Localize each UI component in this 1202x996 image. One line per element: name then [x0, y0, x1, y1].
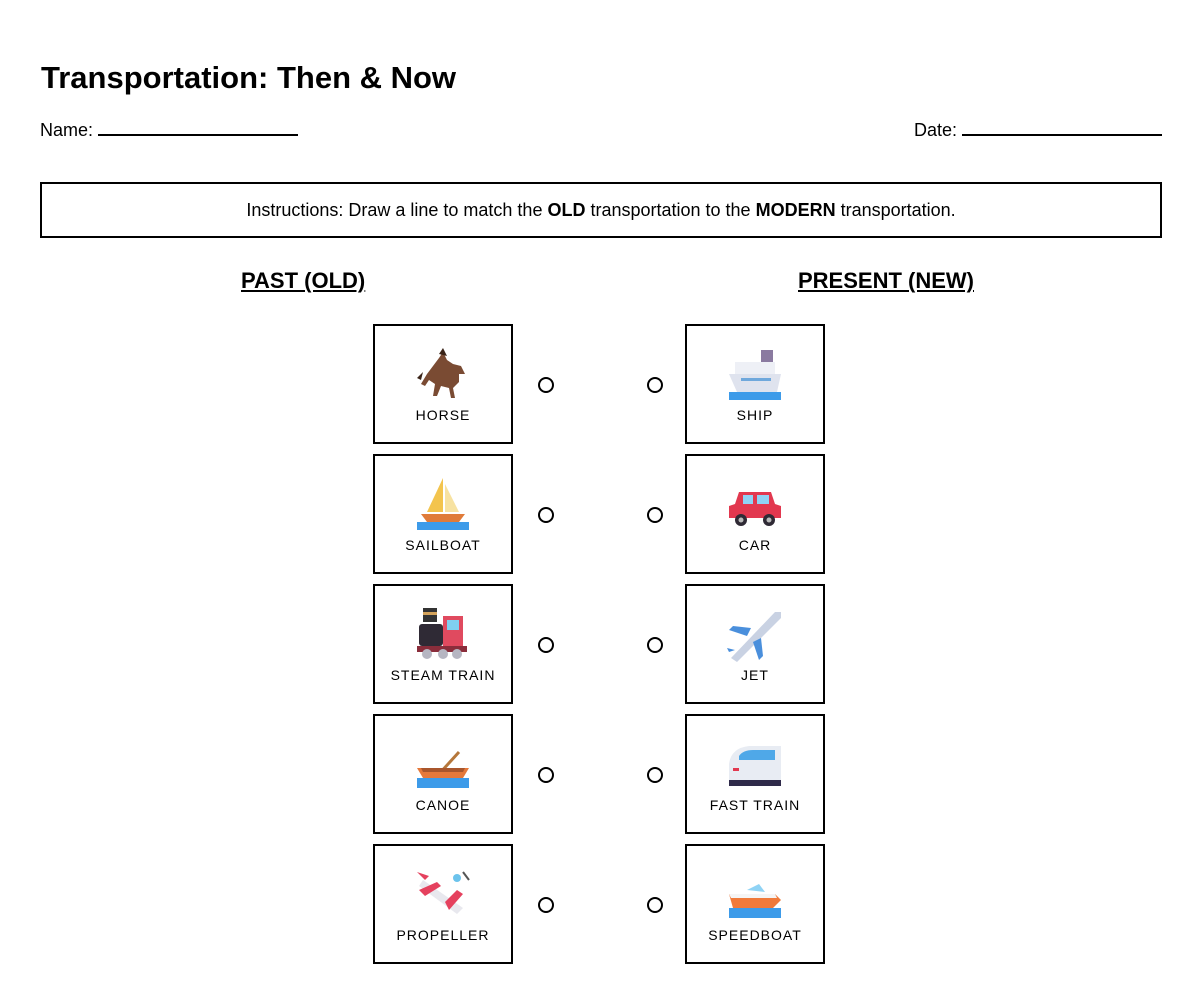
present-card-speedboat — [685, 844, 825, 964]
match-dot-present-car[interactable] — [647, 507, 663, 523]
past-card-canoe — [373, 714, 513, 834]
name-line[interactable] — [98, 120, 298, 136]
speedboat-icon — [725, 864, 785, 924]
match-dot-past-propeller[interactable] — [538, 897, 554, 913]
present-card-car — [685, 454, 825, 574]
match-dot-past-horse[interactable] — [538, 377, 554, 393]
present-label-jet: JET — [741, 667, 769, 683]
date-line[interactable] — [962, 120, 1162, 136]
present-heading: PRESENT (NEW) — [798, 268, 974, 293]
present-label-car: CAR — [738, 537, 772, 553]
fast-train-icon — [725, 734, 785, 794]
match-dot-present-speedboat[interactable] — [647, 897, 663, 913]
page-title: Transportation: Then & Now — [41, 60, 457, 95]
past-card-sailboat — [373, 454, 513, 574]
past-heading: PAST (OLD) — [241, 268, 366, 293]
instructions-box — [40, 182, 1162, 238]
past-label-horse: HORSE — [415, 407, 471, 423]
present-card-jet — [685, 584, 825, 704]
present-label-speedboat: SPEEDBOAT — [708, 927, 802, 943]
present-card-ship — [685, 324, 825, 444]
match-dot-present-jet[interactable] — [647, 637, 663, 653]
ship-icon — [725, 344, 785, 404]
past-label-sailboat: SAILBOAT — [405, 537, 481, 553]
match-dot-present-fast-train[interactable] — [647, 767, 663, 783]
match-dot-present-ship[interactable] — [647, 377, 663, 393]
past-card-propeller — [373, 844, 513, 964]
present-label-ship: SHIP — [736, 407, 774, 423]
date-field — [914, 120, 1162, 141]
past-card-horse — [373, 324, 513, 444]
name-field — [40, 120, 298, 141]
past-label-steam-train: STEAM TRAIN — [390, 667, 496, 683]
present-label-fast-train: FAST TRAIN — [709, 797, 801, 813]
jet-icon — [725, 604, 785, 664]
instructions-text: Instructions: Draw a line to match the OLD transportation to the MODERN transportation. — [246, 199, 956, 220]
canoe-icon — [413, 734, 473, 794]
horse-icon — [413, 344, 473, 404]
propeller-plane-icon — [413, 864, 473, 924]
sailboat-icon — [413, 474, 473, 534]
steam-train-icon — [413, 604, 473, 664]
date-label: Date: — [913, 120, 957, 140]
past-label-propeller: PROPELLER — [396, 927, 490, 943]
past-card-steam-train — [373, 584, 513, 704]
match-dot-past-sailboat[interactable] — [538, 507, 554, 523]
car-icon — [725, 474, 785, 534]
past-label-canoe: CANOE — [415, 797, 471, 813]
match-dot-past-steam-train[interactable] — [538, 637, 554, 653]
present-card-fast-train — [685, 714, 825, 834]
match-dot-past-canoe[interactable] — [538, 767, 554, 783]
name-label: Name: — [40, 120, 94, 140]
